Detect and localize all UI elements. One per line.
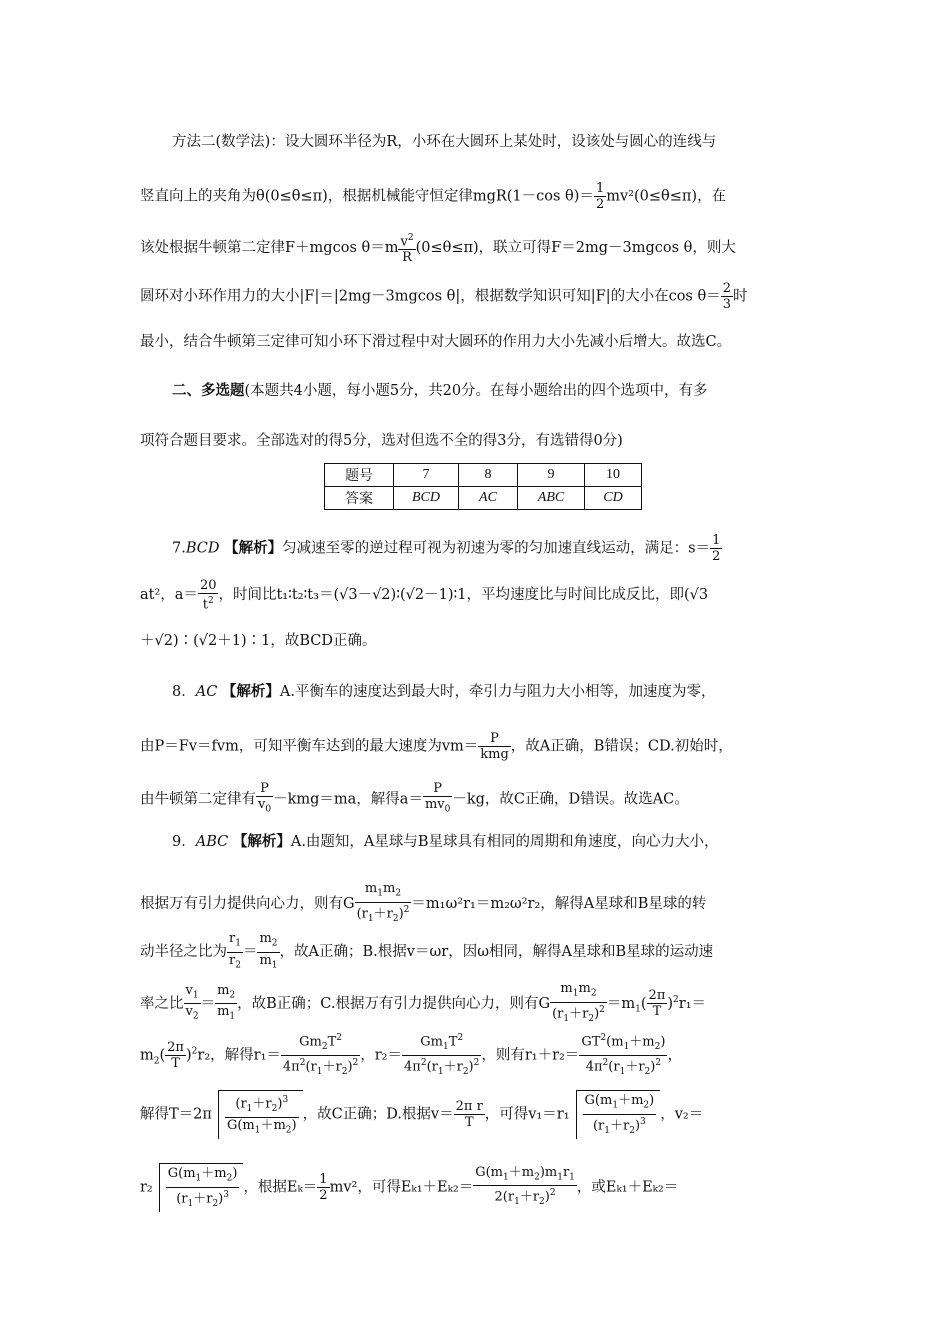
q8-text-2b: ，故A正确，B错误；CD.初始时， [510,738,733,755]
fraction-v2-over-r: $\frac{v^2}{R}$ [400,233,414,266]
q7-analysis-tag: 【解析】 [224,539,283,557]
fraction-p-over-kmg: $\frac{P}{\text{kmg}}$ [480,731,509,762]
sqrt-period: $\frac{(r_1+r_2)^3}{G(m_1+m_2)}$ [218,1090,303,1139]
q9-text-2b: ＝m₁ω²r₁＝m₂ω²r₂，解得A星球和B星球的转 [411,895,707,912]
q9-text-5c: ，则有r₁＋r₂＝ [481,1047,580,1064]
fraction-r2-solution: $\frac{Gm_1T^2}{4\pi^2(r_1+r_2)^2}$ [404,1033,480,1077]
table-cell: CD [585,487,642,510]
method2-line-5: 最小，结合牛顿第三定律可知小环下滑过程中对大圆环的作用力大小先减小后增大。故选C。 [140,334,732,350]
q9-text-7b: ，根据Eₖ＝ [243,1179,318,1196]
q7-line-1 [172,533,812,564]
section2-desc-line-2: 项符合题目要求。全部选对的得5分，选对但选不全的得3分，有选错得0分) [140,433,623,449]
q8-text-2a: 由P＝Fv＝fvm，可知平衡车达到的最大速度为vm＝ [140,738,479,755]
section2-title: 二、多选题 [172,382,245,399]
q7-text-1: 匀减速至零的逆过程可视为初速为零的匀加速直线运动，满足：s＝ [282,540,711,557]
fraction-20-over-t2: $\frac{20}{t^2}$ [199,578,217,613]
table-cell: 7 [394,464,459,487]
method2-line-3-tail: (0≤θ≤π)，联立可得F＝2mg－3mgcos θ，则大 [415,240,736,257]
q9-text-3a: 动半径之比为 [140,944,227,961]
table-cell: 9 [518,464,585,487]
method2-line-4-text: 圆环对小环作用力的大小|F|＝|2mg－3mgcos θ|，根据数学知识可知|F|的大小在cos θ＝ [140,288,721,305]
q9-text-4b: ，故B正确；C.根据万有引力提供向心力，则有G [237,995,551,1012]
q8-line-2 [140,731,812,762]
q8-analysis-tag: 【解析】 [221,683,280,700]
q8-answer: AC [195,684,218,700]
q8-text-3a: 由牛顿第二定律有 [140,791,256,808]
answer-table-header-row [325,464,642,487]
fraction-p-over-v0: $\frac{P}{v_0}$ [258,781,272,815]
q8-number: 8． [172,684,196,700]
fraction-energy: $\frac{G(m_1+m_2)m_1r_1}{2(r_1+r_2)^2}$ [475,1164,575,1208]
q7-number: 7. [172,540,186,557]
q9-text-1: A.由题知，A星球与B星球具有相同的周期和角速度，向心力大小， [290,834,719,850]
fraction-v1-v2: $\frac{v_1}{v_2}$ [185,982,199,1022]
q9-answer: ABC [195,834,229,850]
q7-text-2b: ，时间比t₁∶t₂∶t₃＝(√3－√2)∶(√2－1)∶1，平均速度比与时间比成反比，即(√3 [218,587,709,604]
q9-text-2a: 根据万有引力提供向心力，则有G [140,895,355,912]
method2-line-3-text: 该处根据牛顿第二定律F＋mgcos θ＝m [140,240,399,257]
q9-text-6c: ，可得v₁＝r₁ [484,1106,570,1123]
fraction-p-over-mv0: $\frac{P}{mv_0}$ [424,781,451,815]
fraction-two-thirds: $\frac{2}{3}$ [722,281,731,312]
fraction-2pi-over-t: $\frac{2\pi}{T}$ [167,1039,184,1071]
fraction-2pi-over-t: $\frac{2\pi}{T}$ [648,988,666,1020]
q8-line-1 [172,681,812,703]
q9-line-2 [140,881,812,927]
method2-line-2 [140,181,812,212]
method2-line-2-tail: mv²(0≤θ≤π)，在 [606,188,727,205]
table-cell: 题号 [325,464,394,487]
q9-text-5b: ，r₂＝ [360,1047,402,1064]
table-cell: BCD [394,487,459,510]
fraction-m2-m1: $\frac{m_2}{m_1}$ [217,982,236,1022]
q9-line-1 [172,831,812,853]
q9-number: 9． [172,834,196,850]
q9-text-4a: 率之比 [140,995,184,1012]
fraction-half: $\frac{1}{2}$ [595,181,605,212]
fraction-half: $\frac{1}{2}$ [319,1171,328,1203]
section2-heading [172,380,812,402]
q9-text-7a: r₂ [140,1179,153,1196]
fraction-half: $\frac{1}{2}$ [712,533,721,564]
method2-line-2-text: 竖直向上的夹角为θ(0≤θ≤π)，根据机械能守恒定律mgR(1－cos θ)＝ [140,188,594,205]
table-cell: 8 [459,464,518,487]
q9-line-7 [140,1163,812,1212]
q9-text-5a: r₂，解得r₁＝ [197,1047,281,1064]
fraction-m2-m1: $\frac{m_2}{m_1}$ [259,931,278,971]
q8-line-3 [140,781,812,818]
q7-line-2 [140,578,812,612]
q9-line-4: 率之比 $\frac{v_1}{v_2}$ ＝ $\frac{m_2}{m_1}$ ，故B正确；C.根据万有引力提供向心力，则有G $\frac{m_1m_2}{(r_1+r_2)^2}$ $=m_1$( $\frac{2\pi}{T}$ )$^2$r₁＝ [140,981,812,1027]
q9-text-6d: ，v₂＝ [660,1106,704,1123]
fraction-r1-solution: $\frac{Gm_2T^2}{4\pi^2(r_1+r_2)^2}$ [282,1033,359,1077]
q8-text-1: A.平衡车的速度达到最大时，牵引力与阻力大小相等，加速度为零， [279,684,716,700]
fraction-sum-solution: $\frac{GT^2(m_1+m_2)}{4\pi^2(r_1+r_2)^2}$ [581,1033,666,1077]
q9-text-6b: ，故C正确；D.根据v＝ [302,1106,454,1123]
fraction-gravity: $\frac{m_1m_2}{(r_1+r_2)^2}$ [356,881,410,924]
q7-text-2a: at²，a＝ [140,587,198,604]
q9-text-6a: 解得T＝2π [140,1106,212,1123]
fraction-r1-r2: $\frac{r_1}{r_2}$ [229,931,241,971]
answer-table [324,463,642,510]
fraction-2pir-over-t: $\frac{\text{2π r}}{T}$ [455,1098,483,1130]
fraction-gravity: $\frac{m_1m_2}{(r_1+r_2)^2}$ [552,981,605,1024]
q7-line-3: ＋√2)∶(√2＋1)∶1，故BCD正确。 [140,633,377,649]
table-cell: AC [459,487,518,510]
table-cell: 答案 [325,487,394,510]
method2-line-1: 方法二(数学法)：设大圆环半径为R，小环在大圆环上某处时，设该处与圆心的连线与 [172,134,717,150]
table-cell: 10 [585,464,642,487]
method2-line-4-tail: 时 [733,288,748,305]
method2-line-4 [140,281,812,312]
q9-text-7d: ，或Eₖ₁＋Eₖ₂＝ [576,1179,679,1196]
q8-text-3b: －kmg＝ma，解得a＝ [273,791,423,808]
section2-desc-1: (本题共4小题，每小题5分，共20分。在每小题给出的四个选项中，有多 [244,383,708,399]
q9-text-7c: mv²，可得Eₖ₁＋Eₖ₂＝ [329,1179,474,1196]
sqrt-velocity: $\frac{G(m_1+m_2)}{(r_1+r_2)^3}$ [576,1090,661,1139]
q9-line-5: $m_2$( $\frac{2\pi}{T}$ )$^2$r₂，解得r₁＝ $\frac{Gm_2T^2}{4\pi^2(r_1+r_2)^2}$ ，r₂＝ $\frac{Gm_1T^2}{4\pi^2(r_1+r_2)^2}$ ，则有r₁＋r₂＝ $\frac{GT^2(m_1+m_2)}{4\pi^2(r_1+r_2)^2}$ ， [140,1031,812,1080]
q8-text-3c: －kg，故C正确，D错误。故选AC。 [452,791,689,808]
table-cell: ABC [518,487,585,510]
sqrt-velocity: $\frac{G(m_1+m_2)}{(r_1+r_2)^3}$ [159,1163,244,1212]
q9-text-4c: r₁＝ [678,995,707,1012]
q7-answer: BCD [185,540,220,557]
method2-line-3 [140,231,812,265]
q9-analysis-tag: 【解析】 [232,833,291,850]
q9-line-3: 动半径之比为 $\frac{r_1}{r_2}$ ＝ $\frac{m_2}{m_1}$ ，故A正确；B.根据v＝ωr，因ω相同，解得A星球和B星球的运动速 [140,931,812,973]
answer-table-answer-row [325,487,642,510]
q9-text-3b: ，故A正确；B.根据v＝ωr，因ω相同，解得A星球和B星球的运动速 [279,944,714,961]
q9-line-6 [140,1090,812,1139]
